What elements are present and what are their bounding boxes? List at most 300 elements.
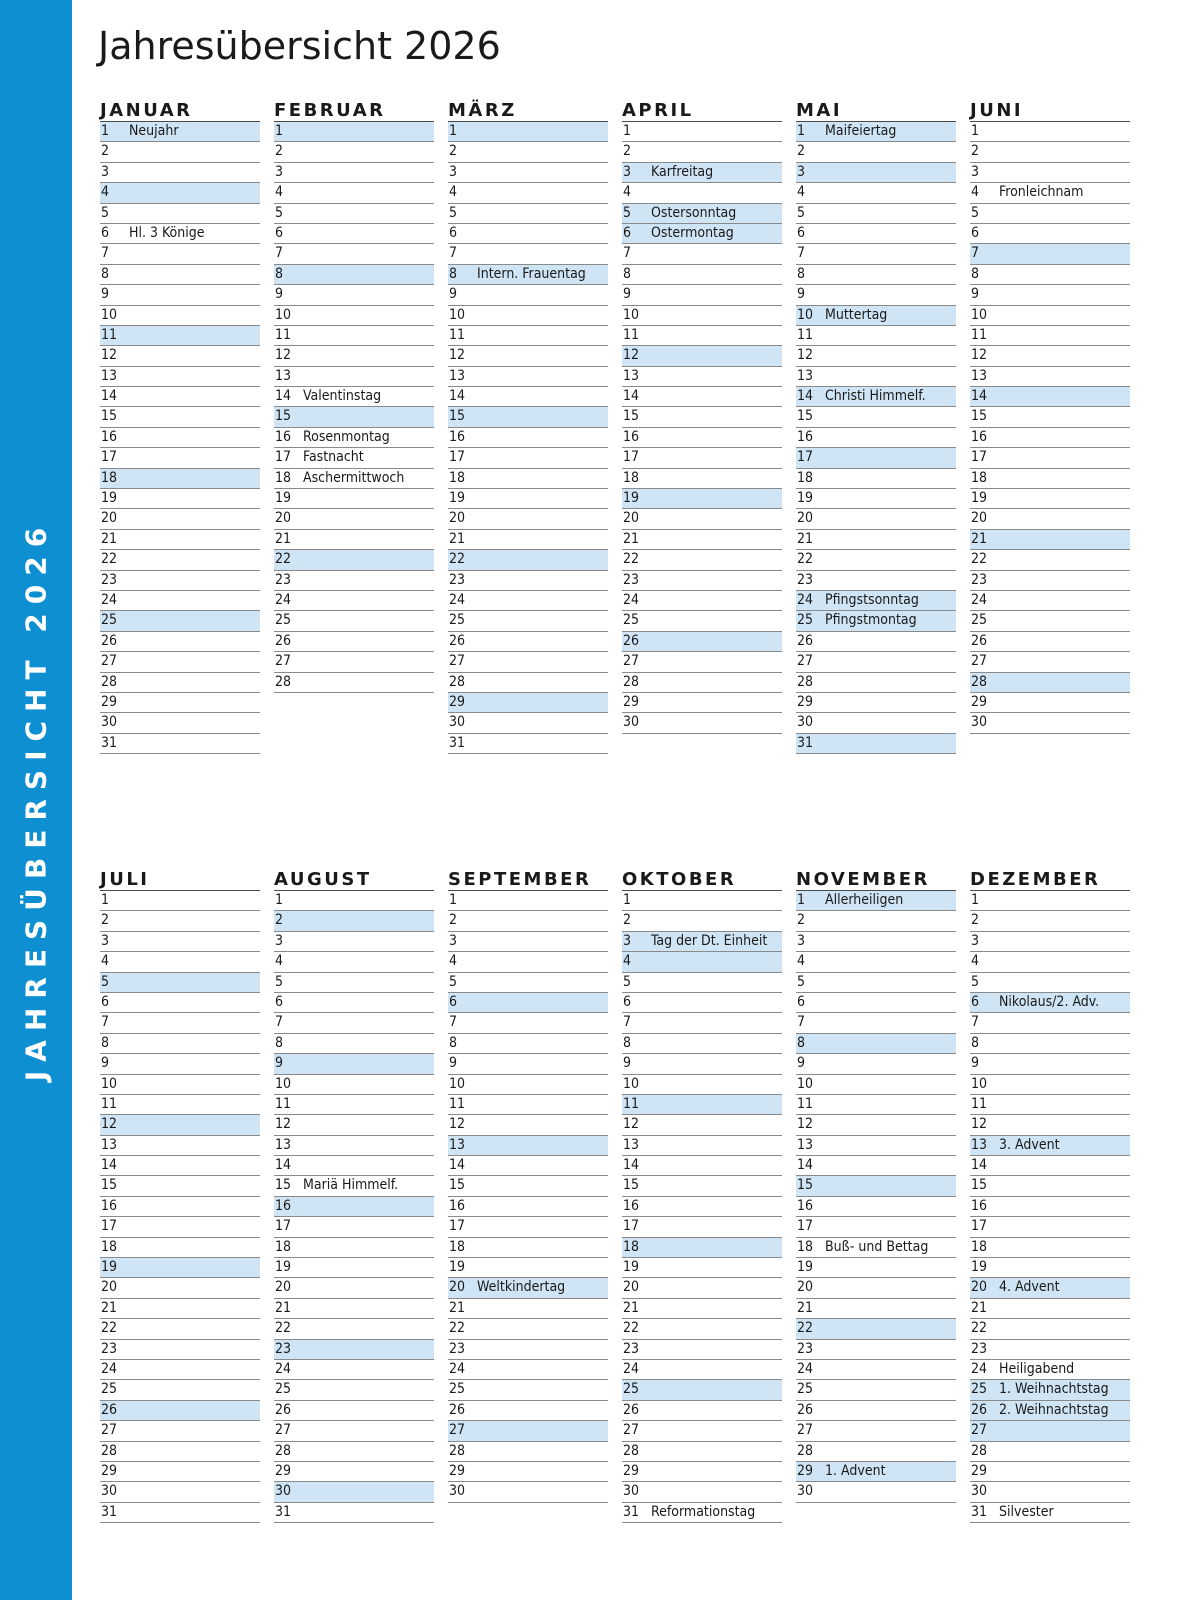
day-number: 29 — [623, 1462, 640, 1479]
day-number: 10 — [449, 306, 466, 323]
month-name: APRIL — [622, 100, 782, 122]
day-number: 18 — [275, 469, 292, 486]
day-number: 25 — [275, 612, 292, 629]
day-number: 18 — [449, 469, 466, 486]
day-row — [448, 346, 608, 366]
day-row — [622, 973, 782, 993]
day-number: 16 — [623, 1197, 640, 1214]
day-row — [274, 306, 434, 326]
day-row — [274, 1075, 434, 1095]
day-number: 12 — [797, 1116, 814, 1133]
day-number: 4 — [623, 184, 632, 201]
day-row — [796, 448, 956, 468]
day-list — [622, 122, 782, 734]
day-row — [970, 367, 1130, 387]
day-row — [622, 387, 782, 407]
day-row — [622, 571, 782, 591]
day-number: 1 — [971, 892, 980, 908]
day-number: 12 — [797, 347, 814, 364]
day-row — [622, 1258, 782, 1278]
day-number: 12 — [623, 1116, 640, 1133]
day-number: 15 — [797, 408, 814, 425]
month-column — [970, 100, 1130, 754]
day-row — [100, 122, 260, 142]
day-row — [622, 183, 782, 203]
day-row — [970, 509, 1130, 529]
day-number: 22 — [101, 1320, 118, 1337]
day-row — [100, 1482, 260, 1502]
day-number: 26 — [275, 632, 292, 649]
day-row — [796, 611, 956, 631]
day-row — [622, 428, 782, 448]
day-row — [796, 530, 956, 550]
day-number: 11 — [971, 326, 988, 343]
holiday-label: Pfingstsonntag — [825, 591, 919, 608]
day-number: 18 — [797, 469, 814, 486]
day-row — [274, 326, 434, 346]
day-number: 23 — [971, 1340, 988, 1357]
day-row — [622, 469, 782, 489]
day-number: 7 — [101, 1014, 110, 1031]
month-column — [448, 100, 608, 754]
day-row — [622, 1319, 782, 1339]
day-row — [100, 932, 260, 952]
day-number: 9 — [971, 286, 980, 303]
day-number: 15 — [971, 408, 988, 425]
day-list — [796, 122, 956, 754]
day-row — [796, 952, 956, 972]
day-number: 28 — [275, 1442, 292, 1459]
day-row — [274, 204, 434, 224]
day-row — [970, 448, 1130, 468]
day-row — [622, 1421, 782, 1441]
day-row — [448, 1278, 608, 1298]
day-row — [796, 407, 956, 427]
day-row — [622, 1013, 782, 1033]
day-row — [970, 550, 1130, 570]
day-row — [622, 1156, 782, 1176]
day-row — [796, 734, 956, 754]
day-row — [274, 183, 434, 203]
day-number: 27 — [797, 1422, 814, 1439]
day-number: 8 — [797, 265, 806, 282]
day-number: 28 — [449, 1442, 466, 1459]
day-row — [622, 1197, 782, 1217]
day-row — [970, 1013, 1130, 1033]
day-row — [970, 1442, 1130, 1462]
day-row — [970, 244, 1130, 264]
day-number: 29 — [101, 1462, 118, 1479]
day-row — [100, 224, 260, 244]
day-number: 19 — [797, 1259, 814, 1276]
day-number: 3 — [623, 932, 632, 949]
day-number: 2 — [275, 143, 284, 160]
day-number: 7 — [971, 245, 980, 262]
day-number: 23 — [797, 1340, 814, 1357]
day-row — [622, 1340, 782, 1360]
day-list — [100, 122, 260, 754]
day-number: 13 — [275, 1136, 292, 1153]
day-number: 7 — [449, 245, 458, 262]
day-row — [100, 509, 260, 529]
holiday-label: Ostermontag — [651, 224, 734, 241]
day-number: 7 — [623, 1014, 632, 1031]
day-number: 4 — [449, 953, 458, 970]
day-number: 27 — [797, 653, 814, 670]
day-row — [274, 1278, 434, 1298]
day-row — [448, 1115, 608, 1135]
day-number: 30 — [101, 714, 118, 731]
day-row — [274, 1462, 434, 1482]
day-row — [448, 1442, 608, 1462]
day-row — [796, 1421, 956, 1441]
day-number: 24 — [101, 1360, 118, 1377]
day-row — [796, 163, 956, 183]
day-number: 10 — [275, 1075, 292, 1092]
day-row — [274, 489, 434, 509]
day-number: 27 — [101, 653, 118, 670]
day-number: 18 — [101, 469, 118, 486]
day-row — [448, 1034, 608, 1054]
month-name: SEPTEMBER — [448, 869, 608, 891]
month-name: OKTOBER — [622, 869, 782, 891]
day-number: 28 — [797, 673, 814, 690]
month-name: FEBRUAR — [274, 100, 434, 122]
day-number: 7 — [275, 245, 284, 262]
holiday-label: Ostersonntag — [651, 204, 737, 221]
day-number: 16 — [623, 428, 640, 445]
day-row — [970, 652, 1130, 672]
day-row — [274, 448, 434, 468]
day-row — [274, 1319, 434, 1339]
day-number: 19 — [101, 490, 118, 507]
day-number: 22 — [797, 1320, 814, 1337]
day-row — [448, 428, 608, 448]
day-number: 15 — [449, 408, 466, 425]
day-number: 10 — [101, 306, 118, 323]
day-row — [274, 673, 434, 693]
day-number: 2 — [449, 143, 458, 160]
day-row — [796, 204, 956, 224]
day-number: 23 — [797, 571, 814, 588]
day-number: 6 — [449, 224, 458, 241]
day-row — [274, 1258, 434, 1278]
day-number: 3 — [449, 932, 458, 949]
month-name: JANUAR — [100, 100, 260, 122]
day-number: 31 — [101, 1503, 118, 1520]
day-number: 16 — [971, 428, 988, 445]
day-number: 27 — [101, 1422, 118, 1439]
day-row — [274, 1197, 434, 1217]
day-row — [796, 1258, 956, 1278]
day-row — [100, 1462, 260, 1482]
day-number: 13 — [101, 367, 118, 384]
day-number: 25 — [623, 612, 640, 629]
day-number: 14 — [101, 388, 118, 405]
day-number: 21 — [797, 530, 814, 547]
day-row — [100, 1217, 260, 1237]
day-number: 15 — [797, 1177, 814, 1194]
day-row — [796, 1401, 956, 1421]
month-name: DEZEMBER — [970, 869, 1130, 891]
day-row — [448, 1176, 608, 1196]
day-row — [622, 224, 782, 244]
day-number: 10 — [797, 1075, 814, 1092]
day-row — [448, 1482, 608, 1502]
day-number: 28 — [275, 673, 292, 690]
day-row — [100, 673, 260, 693]
day-row — [796, 1482, 956, 1502]
day-number: 30 — [623, 714, 640, 731]
day-row — [622, 285, 782, 305]
day-row — [100, 891, 260, 911]
day-number: 25 — [275, 1381, 292, 1398]
day-number: 10 — [797, 306, 814, 323]
day-row — [622, 550, 782, 570]
day-row — [100, 1258, 260, 1278]
day-row — [448, 1136, 608, 1156]
day-number: 8 — [971, 1034, 980, 1051]
day-row — [796, 326, 956, 346]
day-row — [622, 911, 782, 931]
holiday-label: Fronleichnam — [999, 184, 1084, 201]
day-row — [622, 530, 782, 550]
day-row — [100, 993, 260, 1013]
months-row-1 — [100, 100, 1131, 754]
day-number: 11 — [101, 326, 118, 343]
day-number: 11 — [623, 1095, 640, 1112]
day-row — [970, 489, 1130, 509]
day-row — [100, 734, 260, 754]
day-number: 31 — [275, 1503, 292, 1520]
day-row — [100, 911, 260, 931]
day-list — [622, 891, 782, 1523]
day-number: 13 — [971, 367, 988, 384]
day-row — [100, 1156, 260, 1176]
day-row — [970, 1176, 1130, 1196]
month-column — [622, 100, 782, 754]
day-row — [970, 224, 1130, 244]
day-number: 28 — [623, 673, 640, 690]
day-row — [622, 652, 782, 672]
month-name: JUNI — [970, 100, 1130, 122]
day-row — [448, 891, 608, 911]
holiday-label: Intern. Frauentag — [477, 265, 586, 282]
holiday-label: Buß- und Bettag — [825, 1238, 929, 1255]
day-row — [100, 448, 260, 468]
day-number: 2 — [101, 912, 110, 929]
day-row — [796, 713, 956, 733]
day-row — [448, 1401, 608, 1421]
day-number: 5 — [449, 973, 458, 990]
day-number: 9 — [797, 1055, 806, 1072]
day-number: 10 — [449, 1075, 466, 1092]
day-number: 7 — [275, 1014, 284, 1031]
day-row — [448, 469, 608, 489]
day-number: 2 — [623, 143, 632, 160]
day-number: 30 — [275, 1483, 292, 1500]
holiday-label: Rosenmontag — [303, 428, 390, 445]
day-row — [100, 973, 260, 993]
day-row — [448, 306, 608, 326]
month-column — [100, 100, 260, 754]
day-number: 11 — [275, 1095, 292, 1112]
day-row — [274, 611, 434, 631]
day-row — [622, 448, 782, 468]
day-row — [970, 183, 1130, 203]
day-row — [970, 306, 1130, 326]
day-number: 14 — [971, 388, 988, 405]
day-row — [796, 1075, 956, 1095]
day-number: 23 — [275, 1340, 292, 1357]
day-number: 22 — [971, 551, 988, 568]
holiday-label: Reformationstag — [651, 1503, 756, 1520]
day-number: 2 — [275, 912, 284, 929]
day-row — [448, 911, 608, 931]
day-row — [274, 244, 434, 264]
day-row — [448, 122, 608, 142]
holiday-label: Mariä Himmelf. — [303, 1177, 399, 1194]
holiday-label: Muttertag — [825, 306, 888, 323]
day-row — [274, 1013, 434, 1033]
day-number: 13 — [101, 1136, 118, 1153]
day-number: 6 — [797, 224, 806, 241]
day-number: 17 — [971, 1218, 988, 1235]
day-row — [796, 224, 956, 244]
day-number: 27 — [971, 653, 988, 670]
day-number: 14 — [275, 1157, 292, 1174]
day-number: 8 — [449, 265, 458, 282]
day-row — [100, 550, 260, 570]
day-row — [622, 1054, 782, 1074]
day-row — [622, 122, 782, 142]
day-number: 20 — [797, 1279, 814, 1296]
day-number: 15 — [623, 1177, 640, 1194]
day-row — [274, 591, 434, 611]
day-number: 5 — [623, 204, 632, 221]
month-name: JULI — [100, 869, 260, 891]
day-row — [622, 306, 782, 326]
day-number: 6 — [101, 224, 110, 241]
day-row — [970, 204, 1130, 224]
day-number: 22 — [275, 1320, 292, 1337]
day-number: 1 — [275, 892, 284, 908]
day-row — [100, 1115, 260, 1135]
day-row — [622, 1401, 782, 1421]
holiday-label: 1. Weihnachtstag — [999, 1381, 1109, 1398]
day-number: 1 — [449, 892, 458, 908]
day-row — [970, 1421, 1130, 1441]
day-number: 2 — [449, 912, 458, 929]
holiday-label: Aschermittwoch — [303, 469, 405, 486]
day-number: 9 — [623, 286, 632, 303]
day-number: 30 — [449, 1483, 466, 1500]
day-number: 13 — [971, 1136, 988, 1153]
day-row — [622, 489, 782, 509]
day-row — [448, 932, 608, 952]
day-number: 14 — [623, 388, 640, 405]
day-number: 3 — [275, 932, 284, 949]
day-row — [970, 387, 1130, 407]
day-number: 12 — [101, 1116, 118, 1133]
day-row — [796, 265, 956, 285]
day-number: 23 — [623, 571, 640, 588]
day-number: 23 — [449, 571, 466, 588]
day-number: 19 — [623, 490, 640, 507]
day-number: 23 — [101, 1340, 118, 1357]
day-number: 28 — [623, 1442, 640, 1459]
day-row — [100, 387, 260, 407]
day-number: 16 — [275, 428, 292, 445]
day-number: 15 — [971, 1177, 988, 1194]
day-row — [796, 1319, 956, 1339]
day-row — [100, 632, 260, 652]
day-row — [100, 428, 260, 448]
day-row — [622, 204, 782, 224]
holiday-label: 1. Advent — [825, 1462, 886, 1479]
day-number: 13 — [275, 367, 292, 384]
day-number: 5 — [971, 973, 980, 990]
day-row — [274, 387, 434, 407]
day-number: 31 — [971, 1503, 988, 1520]
day-row — [796, 1197, 956, 1217]
day-row — [274, 993, 434, 1013]
day-list — [970, 891, 1130, 1523]
day-number: 17 — [797, 1218, 814, 1235]
day-number: 11 — [971, 1095, 988, 1112]
day-row — [448, 673, 608, 693]
day-row — [100, 1176, 260, 1196]
day-number: 24 — [797, 1360, 814, 1377]
day-number: 5 — [275, 973, 284, 990]
day-number: 12 — [449, 1116, 466, 1133]
day-row — [274, 632, 434, 652]
day-row — [796, 673, 956, 693]
day-row — [448, 142, 608, 162]
day-number: 17 — [797, 449, 814, 466]
day-row — [274, 1115, 434, 1135]
day-number: 2 — [101, 143, 110, 160]
day-number: 21 — [971, 530, 988, 547]
day-row — [796, 1299, 956, 1319]
months-row-2 — [100, 869, 1131, 1523]
day-row — [970, 632, 1130, 652]
day-row — [796, 571, 956, 591]
day-row — [274, 1401, 434, 1421]
day-number: 11 — [797, 1095, 814, 1112]
day-row — [100, 952, 260, 972]
day-number: 26 — [971, 1401, 988, 1418]
month-column — [448, 869, 608, 1523]
day-row — [622, 611, 782, 631]
day-number: 26 — [101, 632, 118, 649]
day-row — [448, 632, 608, 652]
day-row — [796, 911, 956, 931]
day-number: 10 — [275, 306, 292, 323]
day-row — [796, 993, 956, 1013]
day-row — [622, 326, 782, 346]
day-number: 2 — [623, 912, 632, 929]
day-number: 26 — [971, 632, 988, 649]
day-row — [100, 1075, 260, 1095]
day-list — [796, 891, 956, 1503]
day-number: 14 — [971, 1157, 988, 1174]
day-row — [448, 1380, 608, 1400]
day-row — [970, 1380, 1130, 1400]
day-list — [100, 891, 260, 1523]
day-number: 4 — [971, 184, 980, 201]
day-row — [100, 285, 260, 305]
